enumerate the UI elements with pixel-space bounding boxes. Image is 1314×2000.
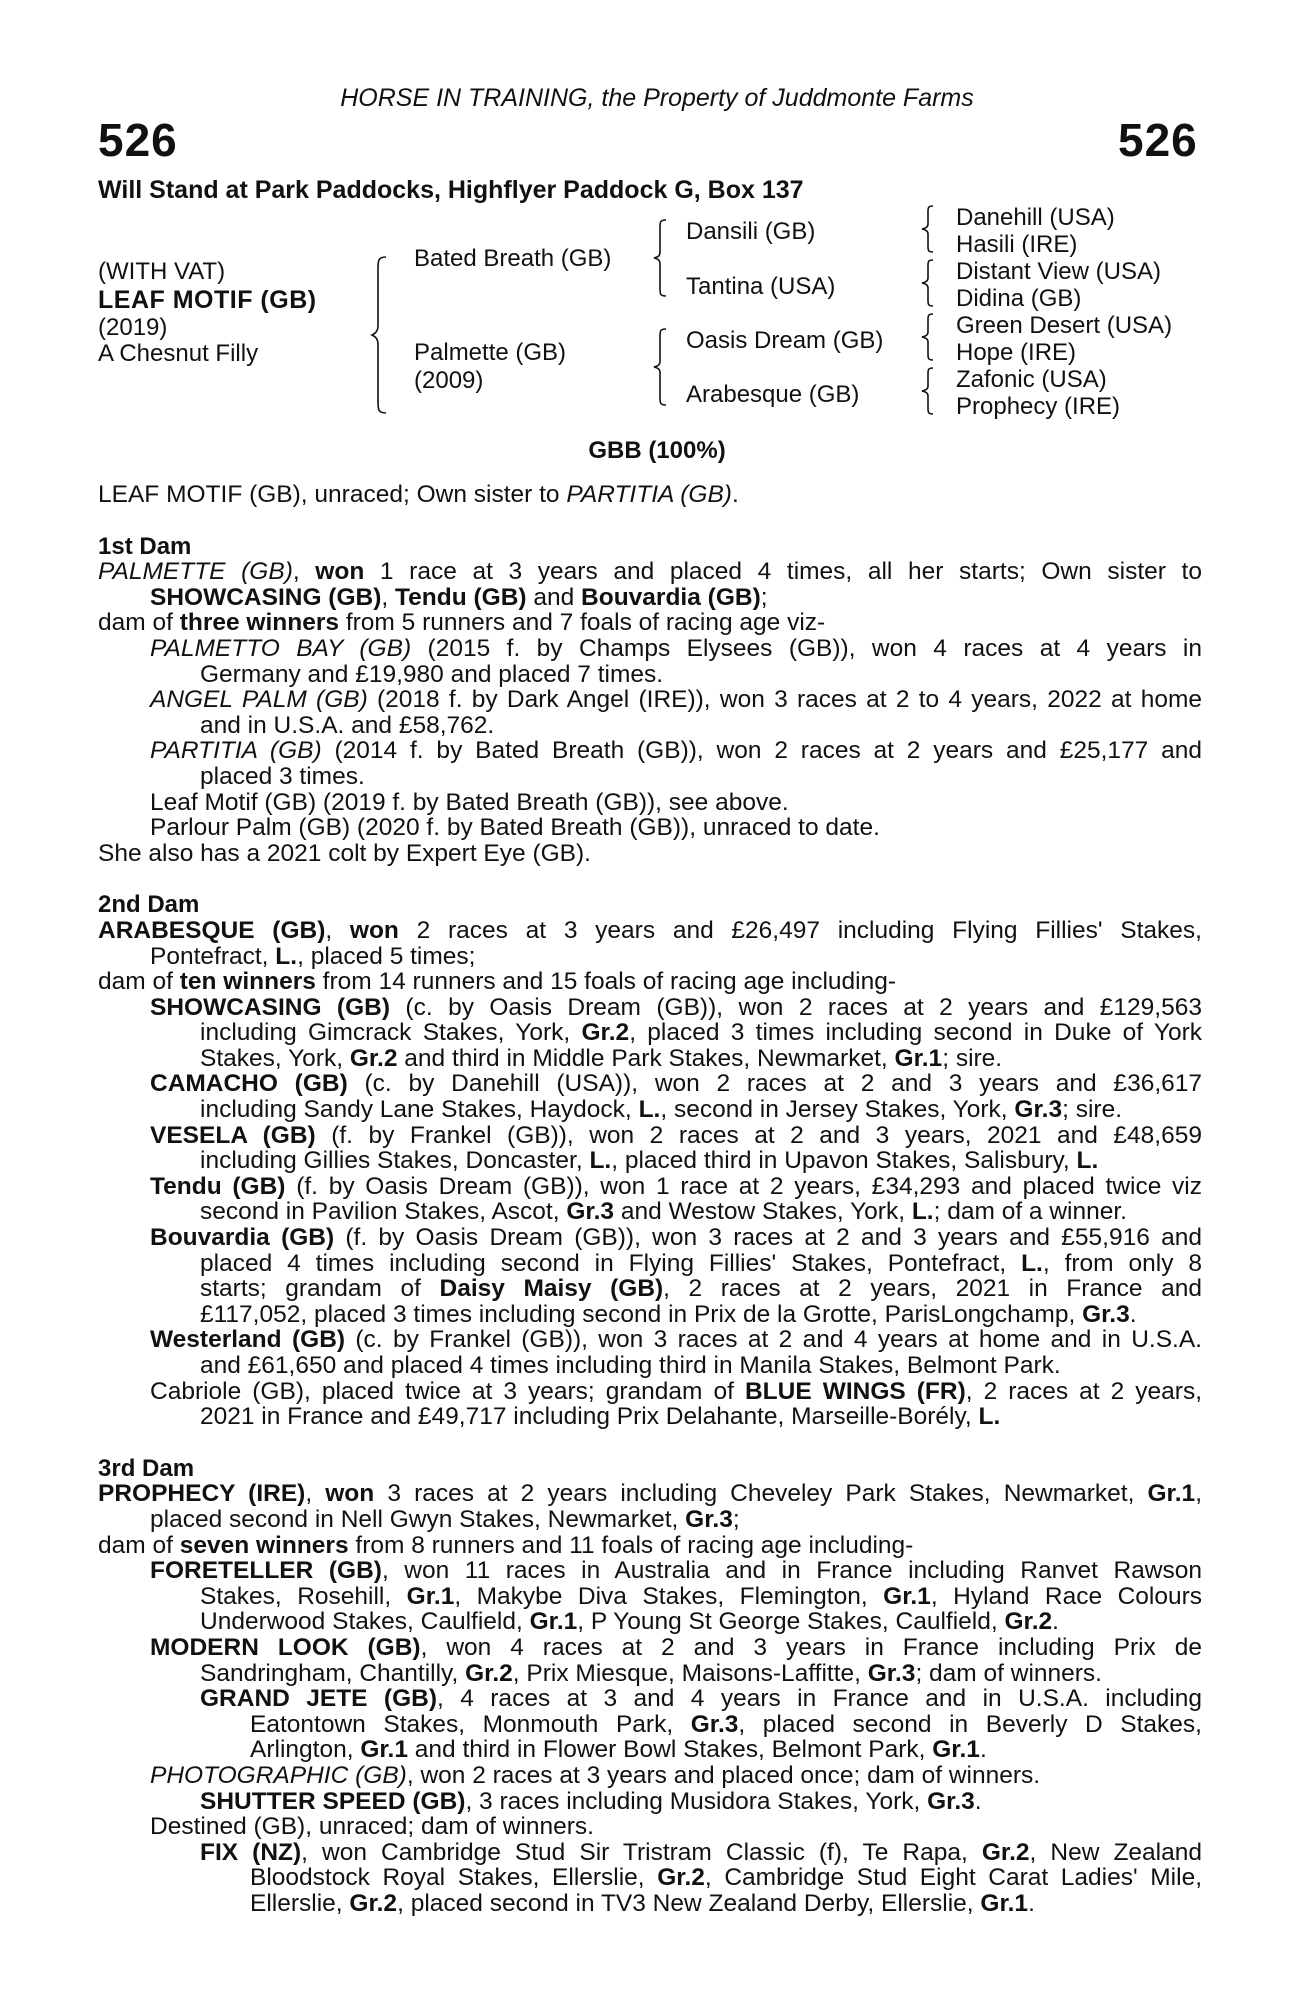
produce-note: She also has a 2021 colt by Expert Eye (GB). <box>98 839 591 867</box>
pedigree-g3-3: Distant View (USA) <box>956 258 1161 285</box>
produce-showcasing: SHOWCASING (GB) (c. by Oasis Dream (GB)), won 2 races at 2 years and £129,563 <box>150 993 1202 1021</box>
produce-foreteller-cont-1: Stakes, Rosehill, Gr.1, Makybe Diva Stakes, Flemington, Gr.1, Hyland Race Colours <box>200 1582 1202 1610</box>
first-dam-line-1: PALMETTE (GB), won 1 race at 3 years and placed 4 times, all her starts; Own sister to <box>98 558 1202 586</box>
pedigree-sire: Bated Breath (GB) <box>414 245 612 272</box>
produce-fix-cont-2: Ellerslie, Gr.2, placed second in TV3 New Zealand Derby, Ellerslie, Gr.1. <box>250 1889 1035 1917</box>
produce-westerland: Westerland (GB) (c. by Frankel (GB)), won 3 races at 2 and 4 years at home and in U.S.A. <box>150 1326 1202 1354</box>
produce-angel-palm-cont: and in U.S.A. and £58,762. <box>200 711 495 739</box>
pedigree-g3-4: Didina (GB) <box>956 285 1082 312</box>
stand-location: Will Stand at Park Paddocks, Highflyer Paddock G, Box 137 <box>98 176 804 204</box>
produce-showcasing-cont-2: Stakes, York, Gr.2 and third in Middle Park Stakes, Newmarket, Gr.1; sire. <box>200 1044 1003 1072</box>
pedigree-bracket-dam <box>652 327 676 407</box>
lot-number-left: 526 <box>98 114 178 166</box>
produce-westerland-cont: and £61,650 and placed 4 times including third in Manila Stakes, Belmont Park. <box>200 1352 1061 1379</box>
produce-modern-look: MODERN LOOK (GB), won 4 races at 2 and 3 years in France including Prix de <box>150 1633 1202 1661</box>
sister-name: PARTITIA (GB) <box>566 481 732 508</box>
first-dam-line-2: SHOWCASING (GB), Tendu (GB) and Bouvardia (GB); <box>150 583 768 611</box>
pedigree-g3-2: Hasili (IRE) <box>956 231 1078 258</box>
produce-palmetto-bay: PALMETTO BAY (GB) (2015 f. by Champs Elysees (GB)), won 4 races at 4 years in <box>150 634 1202 662</box>
produce-modern-look-cont: Sandringham, Chantilly, Gr.2, Prix Miesque, Maisons-Laffitte, Gr.3; dam of winners. <box>200 1659 1102 1687</box>
second-dam-heading: 2nd Dam <box>98 891 200 919</box>
pedigree-g3-6: Hope (IRE) <box>956 339 1077 366</box>
third-dam-heading: 3rd Dam <box>98 1454 195 1482</box>
produce-foreteller: FORETELLER (GB), won 11 races in Australia and in France including Ranvet Rawson <box>150 1557 1202 1585</box>
horse-description: A Chesnut Filly <box>98 340 259 367</box>
horse-year: (2019) <box>98 314 168 341</box>
produce-grand-jete-cont-2: Arlington, Gr.1 and third in Flower Bowl Stakes, Belmont Park, Gr.1. <box>250 1736 987 1764</box>
third-dam-line-1: PROPHECY (IRE), won 3 races at 2 years including Cheveley Park Stakes, Newmarket, Gr.1, <box>98 1480 1202 1508</box>
pedigree-bracket-gen1 <box>370 255 400 415</box>
pedigree-bracket-ds <box>920 312 942 362</box>
pedigree-g3-8: Prophecy (IRE) <box>956 393 1121 420</box>
produce-destined: Destined (GB), unraced; dam of winners. <box>150 1813 594 1841</box>
pedigree-bracket-sire <box>652 218 676 298</box>
produce-cabriole-cont: 2021 in France and £49,717 including Prix Delahante, Marseille-Borély, L. <box>200 1403 1001 1431</box>
page-header-title: HORSE IN TRAINING, the Property of Juddmonte Farms <box>340 84 974 112</box>
pedigree-dam-dam: Arabesque (GB) <box>686 381 860 408</box>
first-dam-dam-of: dam of three winners from 5 runners and 7 foals of racing age viz- <box>98 609 826 637</box>
produce-palmetto-bay-cont: Germany and £19,980 and placed 7 times. <box>200 660 664 688</box>
produce-fix: FIX (NZ), won Cambridge Stud Sir Tristram Classic (f), Te Rapa, Gr.2, New Zealand <box>200 1838 1202 1866</box>
vat-note: (WITH VAT) <box>98 258 226 285</box>
produce-partitia-cont: placed 3 times. <box>200 762 365 790</box>
produce-bouvardia-cont-1: placed 4 times including second in Flying Fillies' Stakes, Pontefract, L., from only 8 <box>200 1249 1202 1277</box>
third-dam-line-2: placed second in Nell Gwyn Stakes, Newmarket, Gr.3; <box>150 1505 740 1533</box>
produce-camacho: CAMACHO (GB) (c. by Danehill (USA)), won 2 races at 2 and 3 years and £36,617 <box>150 1070 1202 1098</box>
pedigree-bracket-sd <box>920 258 942 308</box>
second-dam-dam-of: dam of ten winners from 14 runners and 15 foals of racing age including- <box>98 968 897 996</box>
produce-leaf-motif: Leaf Motif (GB) (2019 f. by Bated Breath (GB)), see above. <box>150 788 789 816</box>
produce-showcasing-cont-1: including Gimcrack Stakes, York, Gr.2, placed 3 times including second in Duke of York <box>200 1019 1202 1047</box>
produce-partitia: PARTITIA (GB) (2014 f. by Bated Breath (GB)), won 2 races at 2 years and £25,177 and <box>150 737 1202 765</box>
pedigree-g3-7: Zafonic (USA) <box>956 366 1107 393</box>
produce-angel-palm: ANGEL PALM (GB) (2018 f. by Dark Angel (IRE)), won 3 races at 2 to 4 years, 2022 at home <box>150 686 1202 714</box>
produce-grand-jete-cont-1: Eatontown Stakes, Monmouth Park, Gr.3, placed second in Beverly D Stakes, <box>250 1710 1202 1738</box>
pedigree-sire-sire: Dansili (GB) <box>686 218 816 245</box>
pedigree-g3-1: Danehill (USA) <box>956 204 1115 231</box>
produce-vesela: VESELA (GB) (f. by Frankel (GB)), won 2 races at 2 and 3 years, 2021 and £48,659 <box>150 1121 1202 1149</box>
first-dam-heading: 1st Dam <box>98 532 192 560</box>
produce-tendu: Tendu (GB) (f. by Oasis Dream (GB)), won 1 race at 2 years, £34,293 and placed twice viz <box>150 1172 1202 1200</box>
horse-name: LEAF MOTIF (GB) <box>98 286 317 314</box>
breeding-percentage: GBB (100%) <box>588 437 726 464</box>
second-dam-line-2: Pontefract, L., placed 5 times; <box>150 942 476 970</box>
produce-parlour-palm: Parlour Palm (GB) (2020 f. by Bated Breath (GB)), unraced to date. <box>150 814 880 842</box>
second-dam-line-1: ARABESQUE (GB), won 2 races at 3 years and £26,497 including Flying Fillies' Stakes, <box>98 916 1202 944</box>
produce-foreteller-cont-2: Underwood Stakes, Caulfield, Gr.1, P Young St George Stakes, Caulfield, Gr.2. <box>200 1608 1059 1636</box>
pedigree-bracket-ss <box>920 204 942 254</box>
produce-camacho-cont: including Sandy Lane Stakes, Haydock, L., second in Jersey Stakes, York, Gr.3; sire. <box>200 1096 1123 1124</box>
produce-grand-jete: GRAND JETE (GB), 4 races at 3 and 4 years in France and in U.S.A. including <box>200 1685 1202 1713</box>
pedigree-dam-year: (2009) <box>414 367 484 394</box>
summary-line: LEAF MOTIF (GB), unraced; Own sister to PARTITIA (GB). <box>98 481 739 508</box>
produce-bouvardia: Bouvardia (GB) (f. by Oasis Dream (GB)), won 3 races at 2 and 3 years and £55,916 and <box>150 1224 1202 1252</box>
pedigree-bracket-dd <box>920 366 942 416</box>
produce-cabriole: Cabriole (GB), placed twice at 3 years; grandam of BLUE WINGS (FR), 2 races at 2 years, <box>150 1377 1203 1405</box>
produce-fix-cont-1: Bloodstock Royal Stakes, Ellerslie, Gr.2, Cambridge Stud Eight Carat Ladies' Mile, <box>250 1864 1203 1892</box>
produce-photographic: PHOTOGRAPHIC (GB), won 2 races at 3 years and placed once; dam of winners. <box>150 1761 1041 1789</box>
pedigree-dam-sire: Oasis Dream (GB) <box>686 327 884 354</box>
produce-tendu-cont: second in Pavilion Stakes, Ascot, Gr.3 and Westow Stakes, York, L.; dam of a winner. <box>200 1198 1127 1226</box>
pedigree-dam: Palmette (GB) <box>414 339 567 366</box>
produce-vesela-cont: including Gillies Stakes, Doncaster, L., placed third in Upavon Stakes, Salisbury, L. <box>200 1147 1099 1175</box>
produce-shutter-speed: SHUTTER SPEED (GB), 3 races including Musidora Stakes, York, Gr.3. <box>200 1787 982 1815</box>
produce-bouvardia-cont-3: £117,052, placed 3 times including second in Prix de la Grotte, ParisLongchamp, Gr.3. <box>200 1300 1137 1328</box>
third-dam-dam-of: dam of seven winners from 8 runners and 11 foals of racing age including- <box>98 1531 914 1559</box>
lot-number-right: 526 <box>1118 114 1198 166</box>
pedigree-sire-dam: Tantina (USA) <box>686 273 836 300</box>
produce-bouvardia-cont-2: starts; grandam of Daisy Maisy (GB), 2 races at 2 years, 2021 in France and <box>200 1275 1202 1303</box>
catalogue-body <box>98 482 1202 1916</box>
pedigree-g3-5: Green Desert (USA) <box>956 312 1173 339</box>
